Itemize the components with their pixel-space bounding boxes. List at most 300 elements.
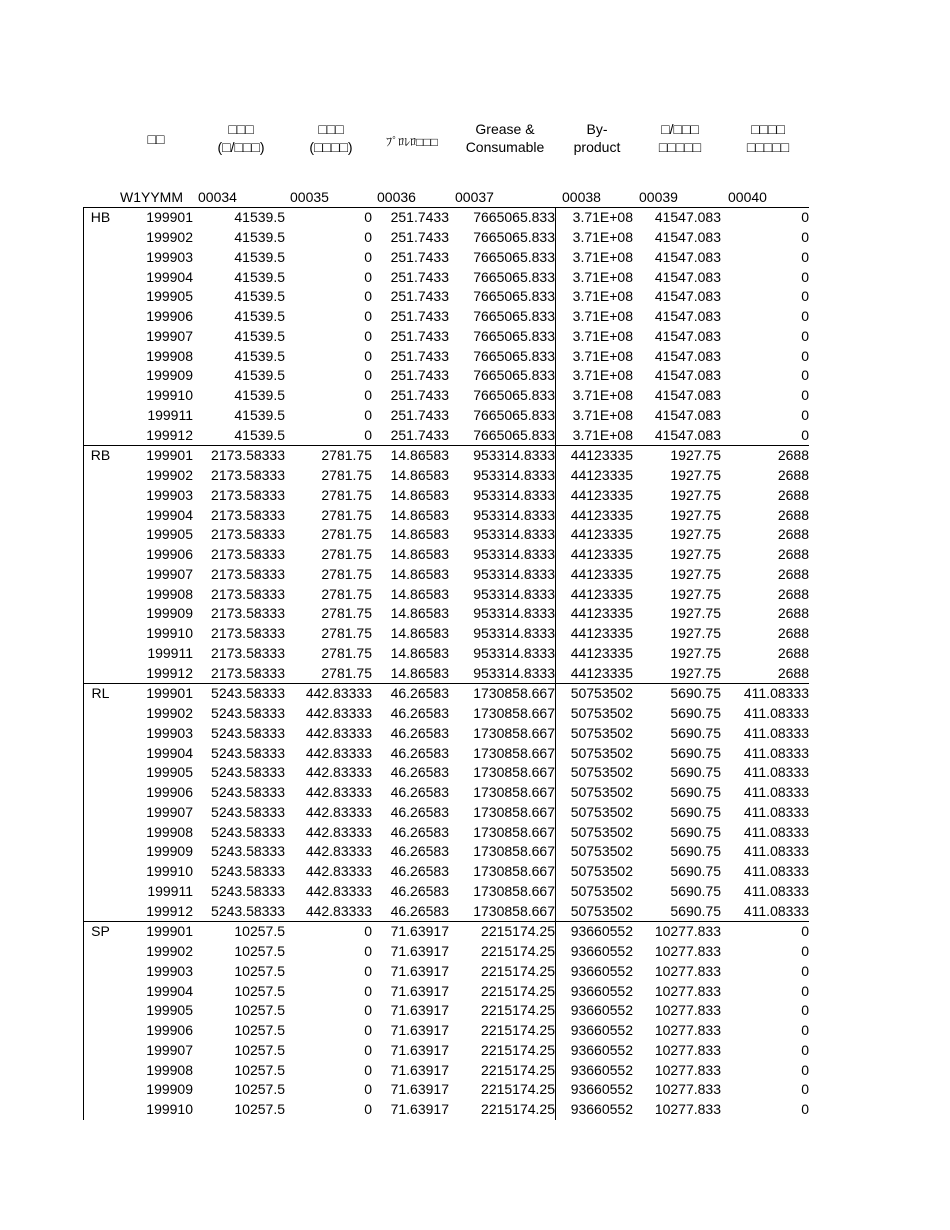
value-cell: 1927.75 — [670, 526, 721, 543]
value-cell: 0 — [801, 347, 809, 364]
value-cell: 251.7433 — [390, 347, 449, 364]
value-cell: 93660552 — [570, 1022, 633, 1039]
value-cell: 71.63917 — [390, 943, 449, 960]
field-code: 00035 — [290, 189, 329, 205]
value-cell: 3.71E+08 — [572, 229, 633, 246]
table-row — [84, 604, 810, 624]
month-cell: 199902 — [146, 943, 193, 960]
value-cell: 0 — [801, 406, 809, 423]
value-cell: 411.08333 — [743, 784, 809, 801]
value-cell: 0 — [801, 248, 809, 265]
value-cell: 411.08333 — [743, 863, 809, 880]
value-cell: 41539.5 — [234, 229, 285, 246]
value-cell: 2781.75 — [321, 486, 372, 503]
value-cell: 50753502 — [570, 724, 633, 741]
value-cell: 442.83333 — [305, 843, 372, 860]
value-cell: 44123335 — [570, 585, 633, 602]
month-cell: 199905 — [146, 1002, 193, 1019]
value-cell: 442.83333 — [305, 902, 372, 919]
value-cell: 0 — [801, 982, 809, 999]
table-row — [84, 267, 810, 287]
field-code: 00039 — [639, 189, 678, 205]
value-cell: 7665065.833 — [449, 267, 556, 287]
header-col-00039: □/□□□ □□□□□ — [658, 121, 702, 155]
table-row — [84, 882, 810, 902]
value-cell: 1927.75 — [670, 546, 721, 563]
value-cell: 442.83333 — [305, 724, 372, 741]
value-cell: 2215174.25 — [449, 1060, 556, 1080]
value-cell: 44123335 — [570, 506, 633, 523]
value-cell: 2173.58333 — [211, 664, 285, 681]
field-code: 00040 — [728, 189, 767, 205]
value-cell: 0 — [801, 268, 809, 285]
month-cell: 199907 — [146, 1041, 193, 1058]
value-cell: 1730858.667 — [449, 822, 556, 842]
value-cell: 0 — [801, 1081, 809, 1098]
value-cell: 0 — [801, 1061, 809, 1078]
field-code: 00037 — [455, 189, 494, 205]
value-cell: 71.63917 — [390, 1022, 449, 1039]
table-row — [84, 684, 810, 704]
value-cell: 3.71E+08 — [572, 288, 633, 305]
value-cell: 44123335 — [570, 467, 633, 484]
value-cell: 41539.5 — [234, 248, 285, 265]
value-cell: 3.71E+08 — [572, 327, 633, 344]
value-cell: 2173.58333 — [211, 585, 285, 602]
value-cell: 2173.58333 — [193, 446, 285, 466]
value-cell: 7665065.833 — [449, 406, 556, 426]
month-cell: 199908 — [146, 823, 193, 840]
value-cell: 44123335 — [570, 546, 633, 563]
value-cell: 44123335 — [570, 565, 633, 582]
value-cell: 2781.75 — [321, 664, 372, 681]
value-cell: 93660552 — [570, 1002, 633, 1019]
value-cell: 0 — [801, 1022, 809, 1039]
value-cell: 14.86583 — [390, 644, 449, 661]
value-cell: 3.71E+08 — [572, 268, 633, 285]
value-cell: 2688 — [777, 486, 809, 503]
value-cell: 0 — [801, 308, 809, 325]
value-cell: 1730858.667 — [449, 842, 556, 862]
value-cell: 71.63917 — [390, 1081, 449, 1098]
value-cell: 7665065.833 — [449, 208, 556, 228]
month-cell: 199911 — [147, 644, 193, 661]
value-cell: 3.71E+08 — [572, 367, 633, 384]
value-cell: 41547.083 — [654, 406, 721, 423]
value-cell: 0 — [364, 347, 372, 364]
table-row — [84, 942, 810, 962]
month-cell: 199906 — [146, 784, 193, 801]
table-row — [84, 704, 810, 724]
value-cell: 2688 — [777, 605, 809, 622]
value-cell: 41539.5 — [234, 327, 285, 344]
value-cell: 93660552 — [570, 943, 633, 960]
value-cell: 2173.58333 — [211, 467, 285, 484]
month-cell: 199912 — [146, 902, 193, 919]
value-cell: 1927.75 — [633, 446, 721, 466]
value-cell: 0 — [364, 406, 372, 423]
value-cell: 2215174.25 — [449, 962, 556, 982]
value-cell: 2173.58333 — [211, 506, 285, 523]
value-cell: 2781.75 — [321, 506, 372, 523]
table-row — [84, 208, 810, 228]
value-cell: 2781.75 — [321, 467, 372, 484]
header-col-00035: □□□ (□□□□) — [309, 121, 353, 155]
value-cell: 44123335 — [570, 644, 633, 661]
value-cell: 7665065.833 — [449, 307, 556, 327]
value-cell: 953314.8333 — [449, 466, 556, 486]
value-cell: 1730858.667 — [449, 704, 556, 724]
value-cell: 2215174.25 — [449, 1041, 556, 1061]
value-cell: 0 — [801, 962, 809, 979]
month-cell: 199910 — [146, 625, 193, 642]
value-cell: 41547.083 — [654, 308, 721, 325]
value-cell: 1927.75 — [670, 467, 721, 484]
table-row — [84, 446, 810, 466]
value-cell: 2688 — [777, 565, 809, 582]
value-cell: 1730858.667 — [449, 724, 556, 744]
value-cell: 2173.58333 — [211, 625, 285, 642]
value-cell: 0 — [801, 367, 809, 384]
table-row — [84, 962, 810, 982]
value-cell: 1927.75 — [670, 664, 721, 681]
value-cell: 7665065.833 — [449, 327, 556, 347]
value-cell: 411.08333 — [743, 803, 809, 820]
value-cell: 0 — [801, 387, 809, 404]
value-cell: 41547.083 — [654, 268, 721, 285]
value-cell: 5243.58333 — [211, 744, 285, 761]
table-row — [84, 724, 810, 744]
value-cell: 953314.8333 — [449, 584, 556, 604]
value-cell: 953314.8333 — [449, 486, 556, 506]
value-cell: 3.71E+08 — [572, 426, 633, 443]
month-cell: 199902 — [146, 467, 193, 484]
value-cell: 93660552 — [570, 1101, 633, 1118]
value-cell: 1730858.667 — [449, 862, 556, 882]
value-cell: 0 — [721, 922, 809, 942]
value-cell: 1927.75 — [670, 506, 721, 523]
month-cell: 199905 — [146, 764, 193, 781]
value-cell: 41547.083 — [654, 367, 721, 384]
value-cell: 251.7433 — [372, 208, 449, 228]
value-cell: 7665065.833 — [449, 248, 556, 268]
value-cell: 2173.58333 — [211, 526, 285, 543]
value-cell: 2215174.25 — [449, 922, 556, 942]
value-cell: 50753502 — [570, 784, 633, 801]
month-cell: 199909 — [146, 1081, 193, 1098]
value-cell: 2173.58333 — [211, 546, 285, 563]
month-cell: 199909 — [146, 605, 193, 622]
value-cell: 0 — [801, 426, 809, 443]
value-cell: 93660552 — [570, 962, 633, 979]
value-cell: 442.83333 — [285, 684, 372, 704]
month-cell: 199905 — [146, 526, 193, 543]
value-cell: 46.26583 — [390, 705, 449, 722]
value-cell: 10257.5 — [234, 1061, 285, 1078]
value-cell: 0 — [364, 308, 372, 325]
table-row — [84, 922, 810, 942]
value-cell: 1730858.667 — [449, 882, 556, 902]
table-row — [84, 842, 810, 862]
value-cell: 2781.75 — [321, 526, 372, 543]
value-cell: 0 — [364, 327, 372, 344]
value-cell: 1927.75 — [670, 644, 721, 661]
value-cell: 10277.833 — [654, 1022, 721, 1039]
value-cell: 50753502 — [570, 902, 633, 919]
table-row — [84, 981, 810, 1001]
value-cell: 41539.5 — [234, 288, 285, 305]
value-cell: 41539.5 — [234, 308, 285, 325]
value-cell: 5690.75 — [670, 902, 721, 919]
value-cell: 2688 — [777, 644, 809, 661]
value-cell: 411.08333 — [743, 705, 809, 722]
group-label: RL — [84, 684, 118, 922]
month-cell: 199907 — [146, 565, 193, 582]
value-cell: 2688 — [777, 526, 809, 543]
table-row — [84, 248, 810, 268]
field-code: W1YYMM — [120, 189, 183, 205]
month-cell: 199901 — [117, 922, 193, 942]
value-cell: 10277.833 — [654, 1061, 721, 1078]
value-cell: 442.83333 — [305, 803, 372, 820]
value-cell: 50753502 — [570, 863, 633, 880]
header-date: □□ — [147, 131, 165, 147]
value-cell: 7665065.833 — [449, 287, 556, 307]
field-code: 00034 — [198, 189, 237, 205]
value-cell: 3.71E+08 — [572, 308, 633, 325]
table-row — [84, 584, 810, 604]
month-cell: 199911 — [147, 882, 193, 899]
value-cell: 0 — [364, 288, 372, 305]
value-cell: 0 — [364, 1061, 372, 1078]
value-cell: 5690.75 — [670, 823, 721, 840]
value-cell: 5243.58333 — [211, 803, 285, 820]
value-cell: 14.86583 — [390, 664, 449, 681]
value-cell: 953314.8333 — [449, 663, 556, 683]
value-cell: 5243.58333 — [211, 902, 285, 919]
value-cell: 442.83333 — [305, 705, 372, 722]
month-cell: 199905 — [146, 288, 193, 305]
value-cell: 5690.75 — [670, 764, 721, 781]
value-cell: 5243.58333 — [211, 843, 285, 860]
value-cell: 7665065.833 — [449, 346, 556, 366]
value-cell: 442.83333 — [305, 764, 372, 781]
value-cell: 46.26583 — [390, 823, 449, 840]
table-row — [84, 327, 810, 347]
value-cell: 46.26583 — [390, 744, 449, 761]
value-cell: 93660552 — [570, 982, 633, 999]
value-cell: 953314.8333 — [449, 545, 556, 565]
month-cell: 199906 — [146, 546, 193, 563]
table-row — [84, 1080, 810, 1100]
value-cell: 5243.58333 — [211, 784, 285, 801]
value-cell: 7665065.833 — [449, 386, 556, 406]
value-cell: 93660552 — [570, 1061, 633, 1078]
month-cell: 199912 — [146, 426, 193, 443]
value-cell: 46.26583 — [390, 902, 449, 919]
value-cell: 7665065.833 — [449, 425, 556, 445]
value-cell: 93660552 — [556, 922, 634, 942]
table-row — [84, 763, 810, 783]
value-cell: 50753502 — [570, 803, 633, 820]
value-cell: 5243.58333 — [211, 863, 285, 880]
value-cell: 0 — [364, 1022, 372, 1039]
value-cell: 5243.58333 — [193, 684, 285, 704]
value-cell: 14.86583 — [390, 526, 449, 543]
month-cell: 199910 — [146, 863, 193, 880]
table-row — [84, 287, 810, 307]
month-cell: 199908 — [146, 585, 193, 602]
value-cell: 953314.8333 — [449, 624, 556, 644]
header-col-00036: ﾌﾟﾛﾚﾛ□□□ — [386, 135, 438, 149]
month-cell: 199901 — [117, 446, 193, 466]
value-cell: 14.86583 — [372, 446, 449, 466]
value-cell: 5690.75 — [633, 684, 721, 704]
value-cell: 1927.75 — [670, 625, 721, 642]
value-cell: 953314.8333 — [449, 525, 556, 545]
value-cell: 0 — [721, 208, 809, 228]
value-cell: 41547.083 — [654, 347, 721, 364]
value-cell: 251.7433 — [390, 268, 449, 285]
value-cell: 2215174.25 — [449, 1021, 556, 1041]
group-label: RB — [84, 446, 118, 684]
group-label: SP — [84, 922, 118, 1120]
value-cell: 2781.75 — [321, 625, 372, 642]
value-cell: 93660552 — [570, 1081, 633, 1098]
value-cell: 71.63917 — [390, 1101, 449, 1118]
value-cell: 0 — [801, 943, 809, 960]
table-row — [84, 1041, 810, 1061]
value-cell: 442.83333 — [305, 784, 372, 801]
value-cell: 14.86583 — [390, 585, 449, 602]
table-row — [84, 624, 810, 644]
value-cell: 1927.75 — [670, 585, 721, 602]
value-cell: 0 — [364, 982, 372, 999]
month-cell: 199909 — [146, 367, 193, 384]
value-cell: 251.7433 — [390, 406, 449, 423]
value-cell: 953314.8333 — [449, 565, 556, 585]
value-cell: 41547.083 — [654, 387, 721, 404]
value-cell: 41547.083 — [654, 327, 721, 344]
value-cell: 41547.083 — [633, 208, 721, 228]
value-cell: 442.83333 — [305, 882, 372, 899]
field-code-row — [0, 189, 950, 207]
data-table — [83, 207, 809, 1120]
value-cell: 411.08333 — [743, 724, 809, 741]
value-cell: 251.7433 — [390, 308, 449, 325]
value-cell: 71.63917 — [390, 1002, 449, 1019]
value-cell: 14.86583 — [390, 605, 449, 622]
value-cell: 3.71E+08 — [572, 347, 633, 364]
month-cell: 199907 — [146, 803, 193, 820]
value-cell: 411.08333 — [743, 902, 809, 919]
table-row — [84, 505, 810, 525]
value-cell: 2688 — [777, 467, 809, 484]
table-row — [84, 822, 810, 842]
value-cell: 3.71E+08 — [556, 208, 634, 228]
value-cell: 50753502 — [570, 843, 633, 860]
table-row — [84, 644, 810, 664]
table-row — [84, 346, 810, 366]
table-row — [84, 783, 810, 803]
value-cell: 71.63917 — [390, 1061, 449, 1078]
value-cell: 5690.75 — [670, 863, 721, 880]
value-cell: 44123335 — [570, 664, 633, 681]
table-row — [84, 545, 810, 565]
table-row — [84, 1021, 810, 1041]
value-cell: 14.86583 — [390, 467, 449, 484]
value-cell: 10257.5 — [234, 962, 285, 979]
value-cell: 0 — [364, 943, 372, 960]
month-cell: 199908 — [146, 1061, 193, 1078]
value-cell: 10257.5 — [234, 943, 285, 960]
value-cell: 0 — [285, 208, 372, 228]
value-cell: 411.08333 — [743, 744, 809, 761]
value-cell: 953314.8333 — [449, 644, 556, 664]
value-cell: 1730858.667 — [449, 901, 556, 921]
month-cell: 199902 — [146, 229, 193, 246]
value-cell: 2688 — [777, 585, 809, 602]
value-cell: 46.26583 — [390, 724, 449, 741]
value-cell: 46.26583 — [390, 882, 449, 899]
value-cell: 411.08333 — [743, 764, 809, 781]
value-cell: 5690.75 — [670, 784, 721, 801]
value-cell: 10277.833 — [654, 982, 721, 999]
value-cell: 2215174.25 — [449, 1080, 556, 1100]
value-cell: 2215174.25 — [449, 981, 556, 1001]
value-cell: 0 — [364, 387, 372, 404]
table-row — [84, 307, 810, 327]
table-row — [84, 862, 810, 882]
value-cell: 41547.083 — [654, 288, 721, 305]
value-cell: 1927.75 — [670, 486, 721, 503]
group-label: HB — [84, 208, 118, 446]
month-cell: 199907 — [146, 327, 193, 344]
month-cell: 199901 — [117, 208, 193, 228]
value-cell: 44123335 — [570, 526, 633, 543]
table-row — [84, 406, 810, 426]
value-cell: 1927.75 — [670, 605, 721, 622]
month-cell: 199904 — [146, 506, 193, 523]
value-cell: 1730858.667 — [449, 763, 556, 783]
value-cell: 71.63917 — [390, 1041, 449, 1058]
month-cell: 199903 — [146, 962, 193, 979]
value-cell: 41539.5 — [234, 268, 285, 285]
table-row — [84, 386, 810, 406]
value-cell: 5243.58333 — [211, 764, 285, 781]
value-cell: 41539.5 — [234, 387, 285, 404]
value-cell: 0 — [801, 1101, 809, 1118]
value-cell: 5243.58333 — [211, 882, 285, 899]
value-cell: 2173.58333 — [211, 565, 285, 582]
month-cell: 199912 — [146, 664, 193, 681]
value-cell: 46.26583 — [372, 684, 449, 704]
value-cell: 0 — [801, 1002, 809, 1019]
value-cell: 10257.5 — [234, 1081, 285, 1098]
value-cell: 0 — [364, 1081, 372, 1098]
value-cell: 5690.75 — [670, 843, 721, 860]
value-cell: 0 — [285, 922, 372, 942]
value-cell: 41547.083 — [654, 248, 721, 265]
value-cell: 0 — [364, 1041, 372, 1058]
value-cell: 10277.833 — [654, 962, 721, 979]
month-cell: 199909 — [146, 843, 193, 860]
value-cell: 251.7433 — [390, 387, 449, 404]
value-cell: 442.83333 — [305, 823, 372, 840]
month-cell: 199910 — [146, 1101, 193, 1118]
value-cell: 71.63917 — [390, 982, 449, 999]
value-cell: 3.71E+08 — [572, 406, 633, 423]
